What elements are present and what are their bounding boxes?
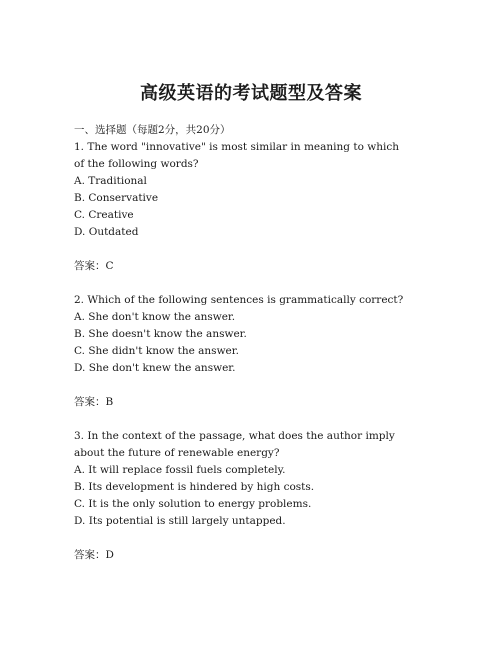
question-3 <box>74 428 434 564</box>
question-stem-line: 2. Which of the following sentences is grammatically correct? <box>74 294 404 306</box>
option-c: C. She didn't know the answer. <box>74 345 239 357</box>
spacer <box>74 411 434 428</box>
option-a: A. She don't know the answer. <box>74 311 236 323</box>
option-d: D. Outdated <box>74 226 139 238</box>
option-d: D. She don't knew the answer. <box>74 362 236 374</box>
option-b: B. Its development is hindered by high costs. <box>74 481 315 493</box>
answer-line: 答案：C <box>74 260 114 272</box>
answer-line: 答案：D <box>74 549 114 561</box>
question-1 <box>74 139 434 292</box>
question-2 <box>74 292 434 428</box>
option-b: B. She doesn't know the answer. <box>74 328 247 340</box>
question-stem-line: of the following words? <box>74 158 199 170</box>
question-stem-line: 3. In the context of the passage, what does the author imply <box>74 430 395 442</box>
option-c: C. It is the only solution to energy problems. <box>74 498 312 510</box>
question-stem-line: about the future of renewable energy? <box>74 447 280 459</box>
document-body <box>74 122 434 564</box>
section-heading: 一、选择题（每题2分，共20分） <box>74 124 231 136</box>
option-a: A. It will replace fossil fuels completely. <box>74 464 286 476</box>
spacer <box>74 275 434 292</box>
document-title: 高级英语的考试题型及答案 <box>140 83 362 104</box>
question-stem-line: 1. The word "innovative" is most similar in meaning to which <box>74 141 399 153</box>
spacer <box>74 530 434 547</box>
spacer <box>74 241 434 258</box>
option-c: C. Creative <box>74 209 134 221</box>
option-a: A. Traditional <box>74 175 147 187</box>
answer-line: 答案：B <box>74 396 114 408</box>
option-b: B. Conservative <box>74 192 159 204</box>
option-d: D. Its potential is still largely untapped. <box>74 515 286 527</box>
spacer <box>74 377 434 394</box>
